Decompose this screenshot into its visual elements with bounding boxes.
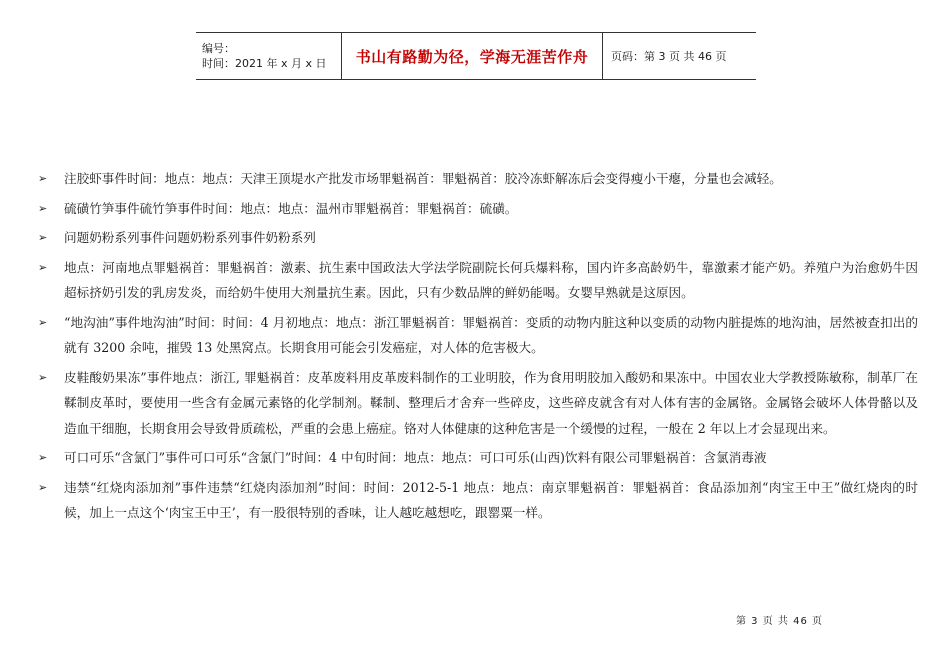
- list-item: [38, 365, 918, 442]
- arrow-bullet-icon: ➢: [38, 315, 48, 329]
- page-footer: 第 3 页 共 46 页: [736, 616, 823, 627]
- arrow-bullet-icon: ➢: [38, 370, 48, 384]
- header-meta: [196, 33, 341, 79]
- item-text: 违禁“红烧肉添加剂”事件违禁“红烧肉添加剂”时间：时间：2012-5-1 地点：地点：南京罪魁祸首：罪魁祸首：食品添加剂“肉宝王中王”做红烧肉的时候，加上一点这个‘肉宝王中王’，有一股很特别的香味，让人越吃越想吃，跟罂粟一样。: [64, 479, 918, 520]
- list-item: [38, 310, 918, 361]
- item-text: “地沟油”事件地沟油”时间：时间：4 月初地点：地点：浙江罪魁祸首：罪魁祸首：变质的动物内脏这种以变质的动物内脏提炼的地沟油，居然被查扣出的就有 3200 余吨，摧毁 13 处黑窝点。长期食用可能会引发癌症，对人体的危害极大。: [64, 314, 918, 355]
- time-label: 时间：2021 年 x 月 x 日: [202, 57, 327, 70]
- list-item: [38, 196, 918, 222]
- arrow-bullet-icon: ➢: [38, 172, 48, 185]
- arrow-bullet-icon: ➢: [38, 201, 48, 215]
- motto: 书山有路勤为径，学海无涯苦作舟: [355, 47, 589, 66]
- header-motto-cell: [341, 33, 603, 79]
- arrow-bullet-icon: ➢: [38, 231, 48, 244]
- content-list: [38, 166, 918, 530]
- item-text: 注胶虾事件时间：地点：地点：天津王顶堤水产批发市场罪魁祸首：罪魁祸首：胶冷冻虾解冻后会变得瘦小干瘪，分量也会减轻。: [64, 171, 782, 186]
- arrow-bullet-icon: ➢: [38, 451, 48, 464]
- page-label: 页码：第 3 页 共 46 页: [611, 50, 727, 63]
- item-text: 问题奶粉系列事件问题奶粉系列事件奶粉系列: [64, 230, 316, 245]
- item-text: 地点：河南地点罪魁祸首：罪魁祸首：激素、抗生素中国政法大学法学院副院长何兵爆料称，国内许多高龄奶牛，靠激素才能产奶。养殖户为治愈奶牛因超标挤奶引发的乳房发炎，而给奶牛使用大剂量抗生素。因此，只有少数品牌的鲜奶能喝。女婴早熟就是这原因。: [64, 259, 918, 300]
- list-item: [38, 225, 918, 251]
- list-item: [38, 445, 918, 471]
- number-label: 编号：: [202, 42, 235, 55]
- header-page-cell: [603, 33, 756, 79]
- page-header: [196, 32, 756, 80]
- list-item: [38, 255, 918, 306]
- arrow-bullet-icon: ➢: [38, 480, 48, 494]
- item-text: 硫磺竹笋事件硫竹笋事件时间：地点：地点：温州市罪魁祸首：罪魁祸首：硫磺。: [64, 200, 518, 216]
- arrow-bullet-icon: ➢: [38, 260, 48, 274]
- item-text: 可口可乐“含氯门”事件可口可乐“含氯门”时间：4 中旬时间：地点：地点：可口可乐(山西)饮料有限公司罪魁祸首：含氯消毒液: [64, 450, 767, 465]
- list-item: [38, 475, 918, 526]
- list-item: [38, 166, 918, 192]
- item-text: 皮鞋酸奶果冻”事件地点：浙江, 罪魁祸首：皮革废料用皮革废料制作的工业明胶，作为食用明胶加入酸奶和果冻中。中国农业大学教授陈敏称，制革厂在鞣制皮革时，要使用一些含有金属元素铬的化学制剂。鞣制、整理后才舍弃一些碎皮，这些碎皮就含有对人体有害的金属铬。金属铬会破坏人体骨骼以及造血干细胞，长期食用会导致骨质疏松，严重的会患上癌症。铬对人体健康的这种危害是一个缓慢的过程，一般在 2 年以上才会显现出来。: [64, 369, 918, 436]
